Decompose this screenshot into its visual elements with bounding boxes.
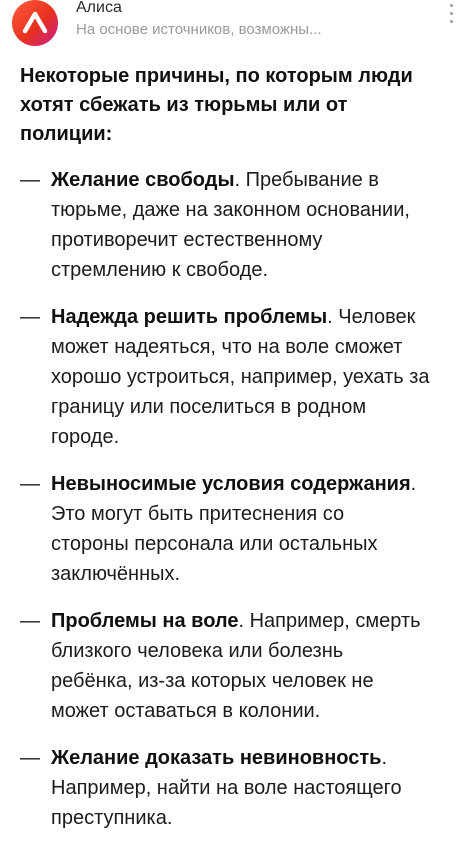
list-item — [20, 302, 462, 452]
alice-logo-icon[interactable] — [12, 0, 58, 46]
item-text-line: стороны персонала или остальных — [51, 533, 378, 555]
item-title: Желание свободы — [51, 169, 235, 191]
item-text-line: близкого человека или болезнь — [51, 640, 344, 662]
item-text-line: . Человек — [327, 306, 416, 328]
item-text-line: . Например, смерть — [238, 610, 421, 632]
more-options-icon[interactable] — [446, 4, 456, 30]
sources-disclaimer[interactable]: На основе источников, возможны... — [76, 21, 322, 38]
item-text-line: хорошо устроиться, например, уехать за — [51, 366, 430, 388]
item-text-line: может надеяться, что на воле сможет — [51, 336, 403, 358]
item-text-line: ребёнка, из-за которых человек не — [51, 670, 374, 692]
item-text-line: границу или поселиться в родном — [51, 396, 367, 418]
chat-header — [0, 0, 462, 52]
list-item — [20, 165, 462, 285]
item-title: Желание доказать невиновность — [51, 747, 382, 769]
list-dash: — — [20, 747, 40, 769]
item-text-line: Например, найти на воле настоящего — [51, 777, 402, 799]
item-text-line: Это могут быть притеснения со — [51, 503, 345, 525]
item-text-line: заключённых. — [51, 563, 181, 585]
item-text-line: . — [410, 473, 417, 495]
item-text-line: может оставаться в колонии. — [51, 700, 321, 722]
item-title: Проблемы на воле — [51, 610, 239, 632]
item-text-line: . — [381, 747, 388, 769]
list-item — [20, 743, 462, 833]
list-item — [20, 606, 462, 726]
answer-heading: Некоторые причины, по которым люди хотят сбежать из тюрьмы или от полиции: — [20, 65, 413, 145]
list-dash: — — [20, 610, 40, 632]
list-dash: — — [20, 169, 40, 191]
item-text-line: стремлению к свободе. — [51, 259, 269, 281]
item-text-line: преступника. — [51, 807, 173, 829]
app-name: Алиса — [76, 0, 122, 16]
item-title: Невыносимые условия содержания — [51, 473, 411, 495]
item-text-line: городе. — [51, 426, 120, 448]
item-text-line: противоречит естественному — [51, 229, 323, 251]
list-dash: — — [20, 306, 40, 328]
list-dash: — — [20, 473, 40, 495]
list-item — [20, 469, 462, 589]
item-text-line: тюрьме, даже на законном основании, — [51, 199, 410, 221]
item-text-line: . Пребывание в — [234, 169, 379, 191]
answer-content — [20, 62, 462, 850]
item-title: Надежда решить проблемы — [51, 306, 328, 328]
